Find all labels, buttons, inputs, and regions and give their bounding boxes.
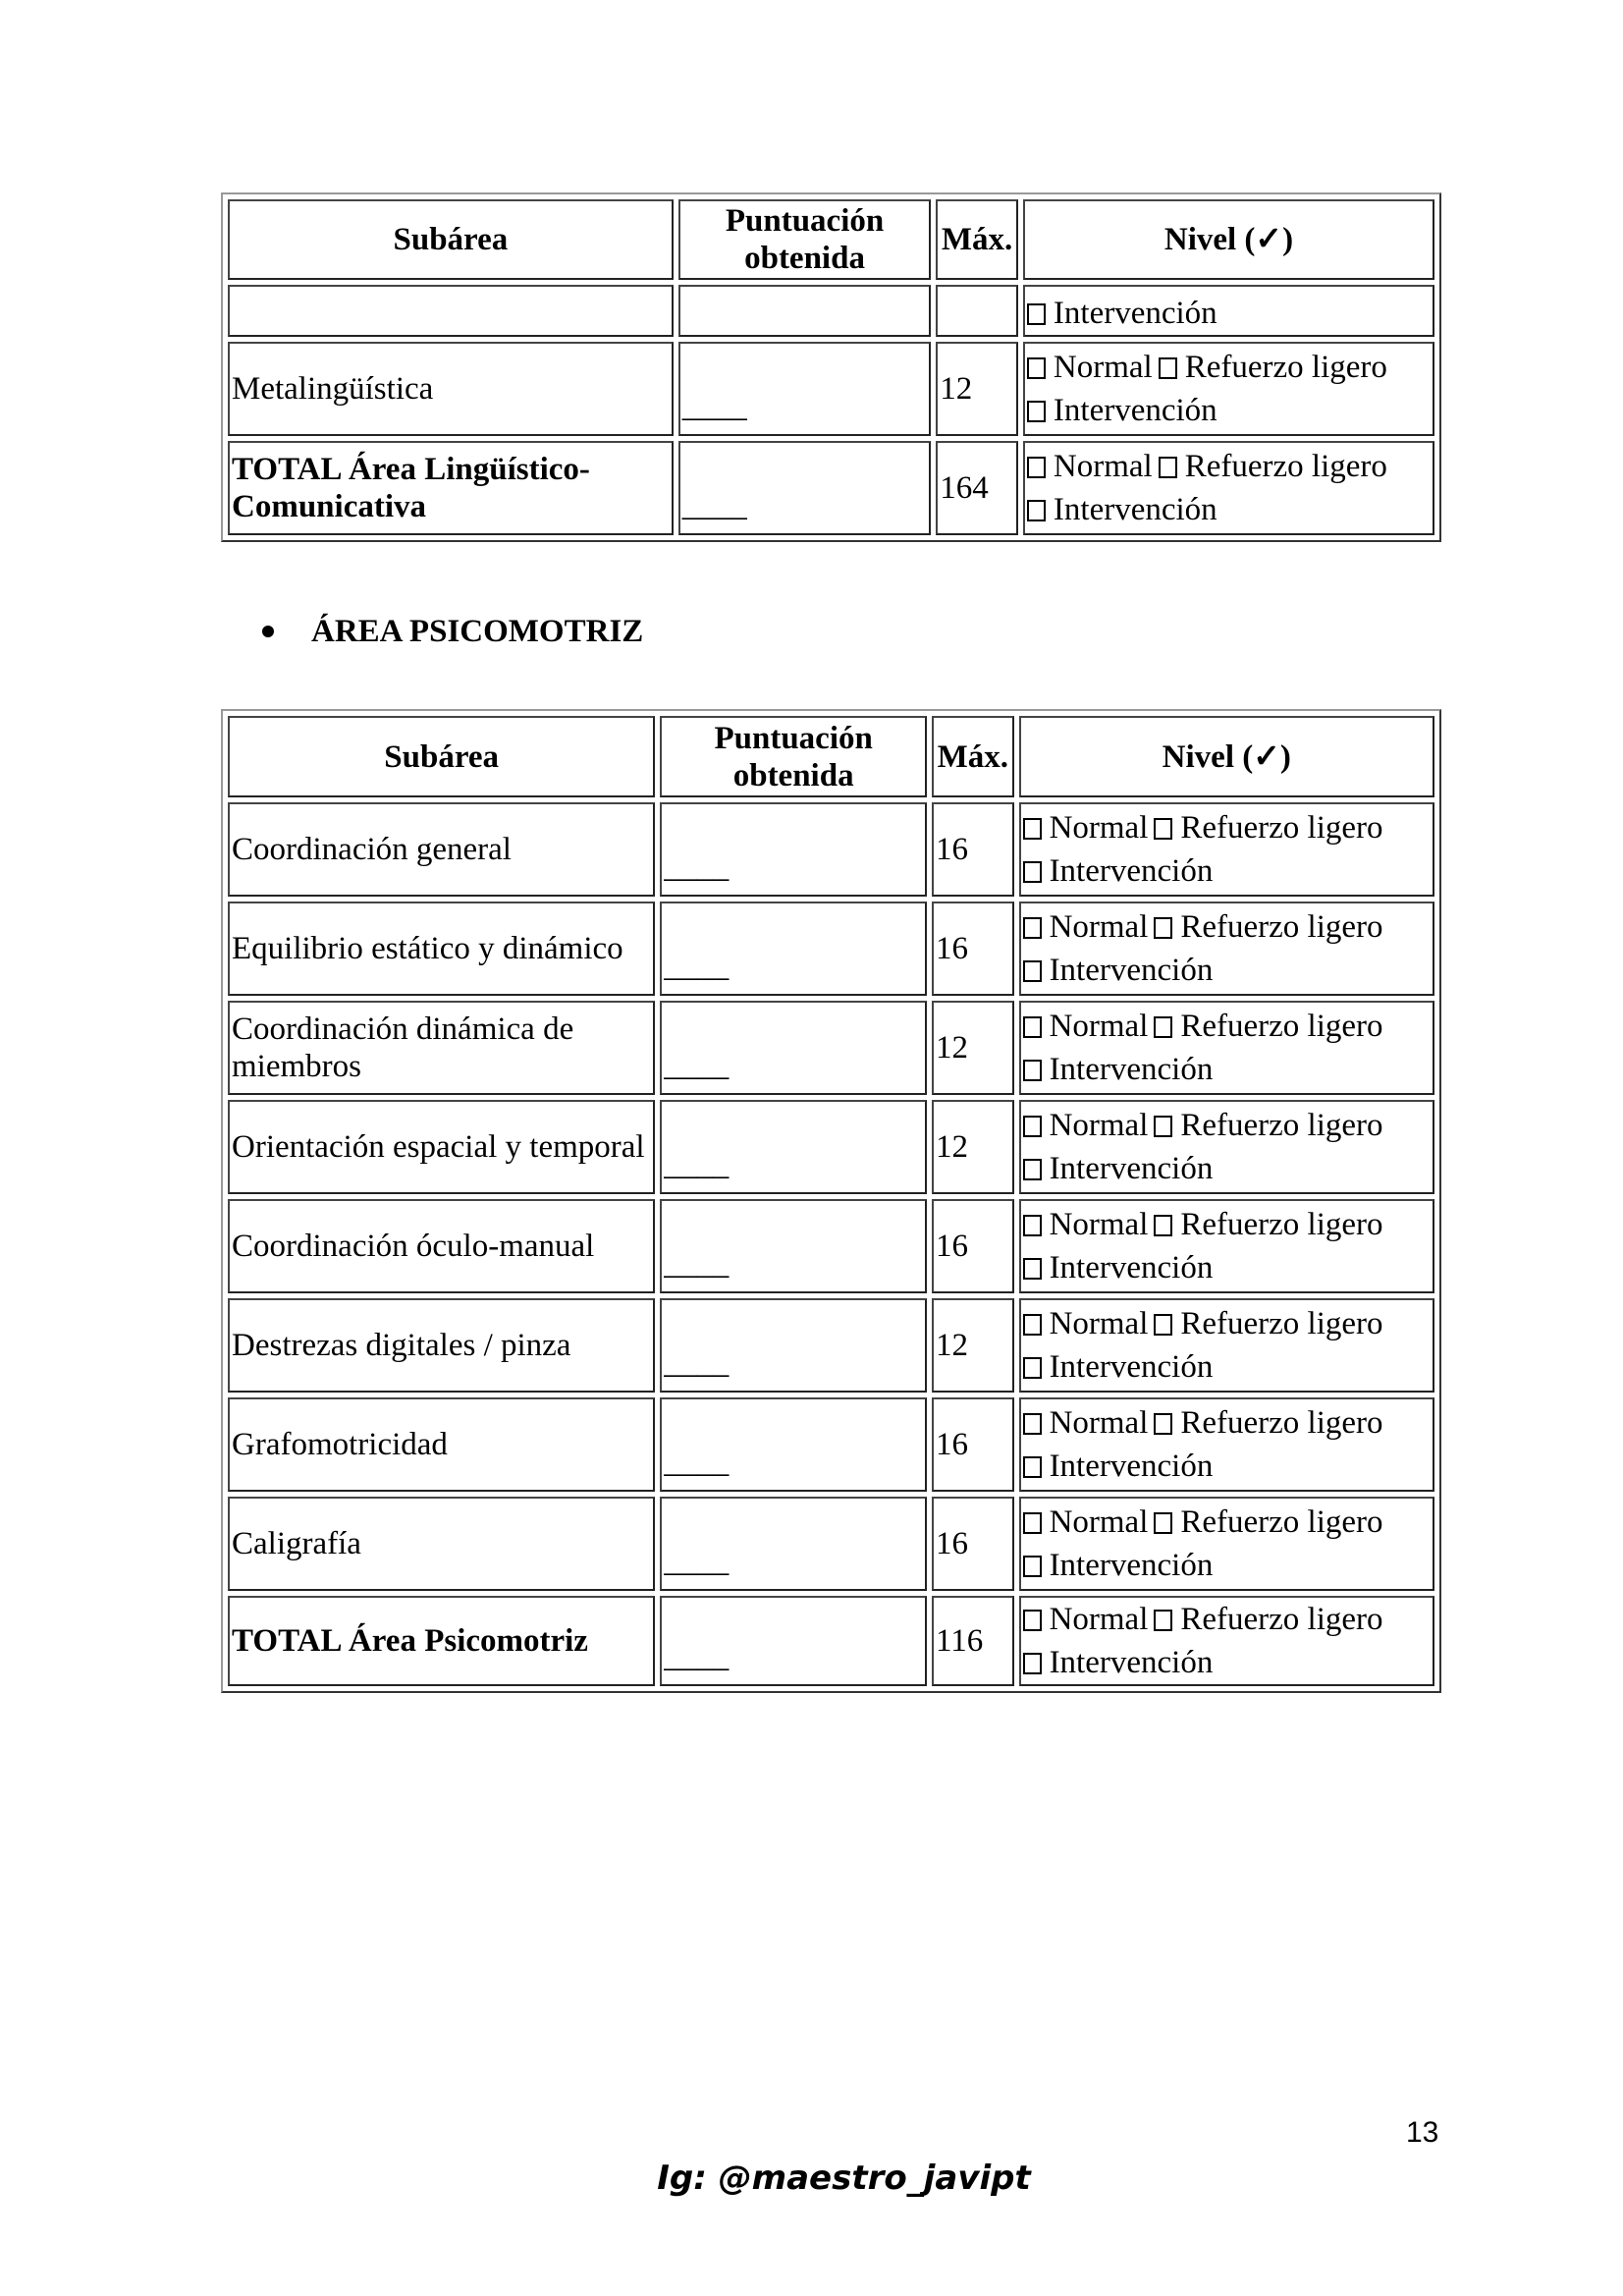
- level-option-refuerzo-ligero[interactable]: [1154, 909, 1382, 945]
- max-score-cell: 12: [932, 1298, 1014, 1393]
- section-title: ÁREA PSICOMOTRIZ: [311, 614, 644, 649]
- checkbox-icon[interactable]: [1154, 917, 1172, 939]
- score-field[interactable]: [660, 1001, 927, 1095]
- level-options-line: [1023, 1246, 1431, 1289]
- table-row: [228, 1397, 1434, 1492]
- bullet-icon: [262, 626, 274, 637]
- score-field[interactable]: [660, 1298, 927, 1393]
- checkbox-icon[interactable]: [1023, 960, 1042, 982]
- subarea-cell: Metalingüística: [228, 342, 674, 436]
- table-row: [228, 1001, 1434, 1095]
- checkbox-icon[interactable]: [1023, 1016, 1042, 1038]
- max-score-cell: 116: [932, 1596, 1014, 1686]
- score-field[interactable]: [660, 1100, 927, 1194]
- score-field[interactable]: [660, 1199, 927, 1293]
- score-field[interactable]: [678, 285, 932, 337]
- header-level: Nivel (✓): [1023, 199, 1434, 280]
- level-option-refuerzo-ligero[interactable]: [1154, 1108, 1382, 1143]
- level-option-intervención[interactable]: [1023, 953, 1214, 988]
- level-option-label: Refuerzo ligero: [1180, 909, 1383, 945]
- checkbox-icon[interactable]: [1023, 1357, 1042, 1379]
- max-score-cell: 16: [932, 1497, 1014, 1591]
- level-option-label: Refuerzo ligero: [1184, 449, 1387, 484]
- level-option-label: Normal: [1053, 449, 1153, 484]
- max-score-cell: 12: [932, 1001, 1014, 1095]
- level-cell: [1023, 342, 1434, 436]
- level-options-line: [1023, 1501, 1431, 1544]
- checkbox-icon[interactable]: [1027, 500, 1046, 521]
- score-field[interactable]: [678, 342, 932, 436]
- level-option-normal[interactable]: [1027, 449, 1153, 484]
- table-row: [228, 902, 1434, 996]
- section-heading-psicomotriz: [262, 607, 643, 656]
- score-field[interactable]: [660, 802, 927, 897]
- subarea-cell: TOTAL Área Psicomotriz: [228, 1596, 655, 1686]
- level-options-line: [1023, 806, 1431, 849]
- checkbox-icon[interactable]: [1154, 1314, 1172, 1336]
- level-option-intervención[interactable]: [1027, 393, 1217, 428]
- checkbox-icon[interactable]: [1027, 457, 1046, 478]
- checkbox-icon[interactable]: [1159, 357, 1177, 379]
- level-options-line: [1023, 849, 1431, 893]
- level-options-line: [1023, 1302, 1431, 1345]
- subarea-cell: Destrezas digitales / pinza: [228, 1298, 655, 1393]
- level-options-line: [1027, 445, 1431, 488]
- level-option-label: Intervención: [1049, 1151, 1214, 1186]
- subarea-cell: Caligrafía: [228, 1497, 655, 1591]
- level-options-line: [1023, 1401, 1431, 1445]
- level-option-intervención[interactable]: [1027, 296, 1217, 331]
- level-option-normal[interactable]: [1023, 1504, 1149, 1540]
- level-option-label: Intervención: [1049, 1052, 1214, 1087]
- level-option-label: Refuerzo ligero: [1180, 810, 1383, 846]
- level-options-line: [1023, 1544, 1431, 1587]
- level-option-label: Intervención: [1049, 1548, 1214, 1583]
- header-subarea: Subárea: [228, 716, 655, 797]
- header-score: Puntuación obtenida: [660, 716, 927, 797]
- checkbox-icon[interactable]: [1154, 1215, 1172, 1236]
- level-option-label: Intervención: [1049, 1645, 1214, 1680]
- checkbox-icon[interactable]: [1023, 1215, 1042, 1236]
- checkbox-icon[interactable]: [1154, 1610, 1172, 1631]
- checkbox-icon[interactable]: [1159, 457, 1177, 478]
- level-option-intervención[interactable]: [1023, 1548, 1214, 1583]
- level-cell: [1019, 1100, 1434, 1194]
- level-option-refuerzo-ligero[interactable]: [1154, 1602, 1382, 1637]
- level-option-label: Normal: [1049, 1602, 1149, 1637]
- table-row: [228, 802, 1434, 897]
- level-option-intervención[interactable]: [1023, 1645, 1214, 1680]
- level-cell: [1019, 1199, 1434, 1293]
- level-option-normal[interactable]: [1023, 810, 1149, 846]
- checkbox-icon[interactable]: [1023, 861, 1042, 883]
- level-option-label: Intervención: [1049, 853, 1214, 889]
- subarea-cell: TOTAL Área Lingüístico-Comunicativa: [228, 441, 674, 535]
- level-option-label: Refuerzo ligero: [1180, 1602, 1383, 1637]
- level-option-normal[interactable]: [1023, 909, 1149, 945]
- level-cell: [1023, 285, 1434, 337]
- level-option-label: Refuerzo ligero: [1180, 1009, 1383, 1044]
- level-options-line: [1023, 1005, 1431, 1048]
- level-cell: [1019, 1497, 1434, 1591]
- level-options-line: [1023, 1104, 1431, 1147]
- subarea-cell: Coordinación óculo-manual: [228, 1199, 655, 1293]
- level-option-refuerzo-ligero[interactable]: [1154, 1306, 1382, 1341]
- level-options-line: [1027, 292, 1431, 335]
- level-option-label: Normal: [1049, 1306, 1149, 1341]
- level-option-label: Normal: [1049, 1504, 1149, 1540]
- level-option-intervención[interactable]: [1027, 492, 1217, 527]
- level-option-label: Normal: [1049, 1108, 1149, 1143]
- checkbox-icon[interactable]: [1154, 1413, 1172, 1435]
- score-blank[interactable]: ____: [664, 1445, 730, 1480]
- psychomotor-table-body: [228, 802, 1434, 1686]
- level-option-intervención[interactable]: [1023, 1151, 1214, 1186]
- level-option-label: Intervención: [1053, 296, 1217, 331]
- level-options-line: [1023, 1641, 1431, 1684]
- level-option-refuerzo-ligero[interactable]: [1154, 1207, 1382, 1242]
- level-cell: [1019, 1397, 1434, 1492]
- level-option-label: Refuerzo ligero: [1180, 1504, 1383, 1540]
- subarea-cell: [228, 285, 674, 337]
- checkbox-icon[interactable]: [1154, 1116, 1172, 1137]
- score-blank[interactable]: ____: [664, 1639, 730, 1674]
- level-option-normal[interactable]: [1027, 350, 1153, 385]
- header-level: Nivel (✓): [1019, 716, 1434, 797]
- level-options-line: [1023, 1203, 1431, 1246]
- level-option-label: Normal: [1053, 350, 1153, 385]
- header-max: Máx.: [932, 716, 1014, 797]
- level-option-normal[interactable]: [1023, 1108, 1149, 1143]
- score-blank[interactable]: ____: [681, 488, 747, 523]
- score-field[interactable]: [678, 441, 932, 535]
- level-option-label: Intervención: [1053, 492, 1217, 527]
- level-options-line: [1023, 949, 1431, 992]
- level-option-label: Refuerzo ligero: [1180, 1207, 1383, 1242]
- checkbox-icon[interactable]: [1023, 1258, 1042, 1280]
- level-options-line: [1023, 1048, 1431, 1091]
- level-option-label: Intervención: [1053, 393, 1217, 428]
- level-option-refuerzo-ligero[interactable]: [1154, 1405, 1382, 1441]
- max-score-cell: 16: [932, 902, 1014, 996]
- checkbox-icon[interactable]: [1027, 401, 1046, 422]
- max-score-cell: 12: [932, 1100, 1014, 1194]
- level-cell: [1019, 1298, 1434, 1393]
- level-options-line: [1027, 488, 1431, 531]
- level-option-label: Normal: [1049, 810, 1149, 846]
- max-score-cell: 164: [936, 441, 1018, 535]
- level-option-label: Normal: [1049, 1009, 1149, 1044]
- level-option-refuerzo-ligero[interactable]: [1154, 810, 1382, 846]
- level-option-label: Normal: [1049, 909, 1149, 945]
- level-options-line: [1023, 905, 1431, 949]
- level-option-label: Intervención: [1049, 1250, 1214, 1285]
- table-row: [228, 285, 1434, 337]
- level-option-intervención[interactable]: [1023, 853, 1214, 889]
- checkbox-icon[interactable]: [1023, 1413, 1042, 1435]
- max-score-cell: 12: [936, 342, 1018, 436]
- level-option-intervención[interactable]: [1023, 1449, 1214, 1484]
- score-blank[interactable]: ____: [664, 849, 730, 885]
- max-score-cell: 16: [932, 802, 1014, 897]
- table-row: [228, 441, 1434, 535]
- score-blank[interactable]: ____: [664, 1048, 730, 1083]
- level-option-normal[interactable]: [1023, 1207, 1149, 1242]
- level-option-normal[interactable]: [1023, 1602, 1149, 1637]
- score-field[interactable]: [660, 1596, 927, 1686]
- checkbox-icon[interactable]: [1023, 917, 1042, 939]
- score-field[interactable]: [660, 902, 927, 996]
- subarea-cell: Orientación espacial y temporal: [228, 1100, 655, 1194]
- checkbox-icon[interactable]: [1023, 1116, 1042, 1137]
- checkbox-icon[interactable]: [1154, 818, 1172, 840]
- level-option-label: Refuerzo ligero: [1180, 1108, 1383, 1143]
- level-option-refuerzo-ligero[interactable]: [1154, 1009, 1382, 1044]
- level-option-intervención[interactable]: [1023, 1250, 1214, 1285]
- level-cell: [1023, 441, 1434, 535]
- level-option-intervención[interactable]: [1023, 1349, 1214, 1385]
- checkbox-icon[interactable]: [1023, 1456, 1042, 1478]
- table-row: [228, 342, 1434, 436]
- checkbox-icon[interactable]: [1023, 1512, 1042, 1534]
- checkbox-icon[interactable]: [1027, 357, 1046, 379]
- psychomotor-area-table: [221, 709, 1441, 1693]
- table-row: [228, 1596, 1434, 1686]
- checkbox-icon[interactable]: [1023, 1159, 1042, 1180]
- level-cell: [1019, 1596, 1434, 1686]
- checkbox-icon[interactable]: [1154, 1016, 1172, 1038]
- checkbox-icon[interactable]: [1023, 1314, 1042, 1336]
- level-options-line: [1027, 389, 1431, 432]
- level-option-label: Intervención: [1049, 953, 1214, 988]
- max-score-cell: 16: [932, 1397, 1014, 1492]
- level-option-label: Refuerzo ligero: [1180, 1405, 1383, 1441]
- level-options-line: [1023, 1445, 1431, 1488]
- score-blank[interactable]: ____: [664, 1345, 730, 1381]
- checkbox-icon[interactable]: [1023, 1060, 1042, 1081]
- level-option-label: Intervención: [1049, 1349, 1214, 1385]
- level-option-refuerzo-ligero[interactable]: [1159, 449, 1387, 484]
- header-subarea: Subárea: [228, 199, 674, 280]
- level-option-normal[interactable]: [1023, 1009, 1149, 1044]
- score-field[interactable]: [660, 1397, 927, 1492]
- level-option-normal[interactable]: [1023, 1306, 1149, 1341]
- level-options-line: [1023, 1345, 1431, 1389]
- score-blank[interactable]: ____: [664, 1246, 730, 1282]
- checkbox-icon[interactable]: [1023, 1556, 1042, 1577]
- level-option-normal[interactable]: [1023, 1405, 1149, 1441]
- max-score-cell: [936, 285, 1018, 337]
- subarea-cell: Equilibrio estático y dinámico: [228, 902, 655, 996]
- level-option-label: Normal: [1049, 1405, 1149, 1441]
- subarea-cell: Coordinación general: [228, 802, 655, 897]
- level-option-label: Normal: [1049, 1207, 1149, 1242]
- score-blank[interactable]: ____: [664, 1544, 730, 1579]
- level-option-intervención[interactable]: [1023, 1052, 1214, 1087]
- level-option-label: Refuerzo ligero: [1180, 1306, 1383, 1341]
- table-row: [228, 1497, 1434, 1591]
- checkbox-icon[interactable]: [1023, 1653, 1042, 1674]
- subarea-cell: Grafomotricidad: [228, 1397, 655, 1492]
- score-blank[interactable]: ____: [681, 389, 747, 424]
- max-score-cell: 16: [932, 1199, 1014, 1293]
- checkbox-icon[interactable]: [1154, 1512, 1172, 1534]
- checkbox-icon[interactable]: [1023, 1610, 1042, 1631]
- level-cell: [1019, 1001, 1434, 1095]
- checkbox-icon[interactable]: [1023, 818, 1042, 840]
- checkbox-icon[interactable]: [1027, 303, 1046, 325]
- level-option-refuerzo-ligero[interactable]: [1159, 350, 1387, 385]
- linguistic-table-body: [228, 285, 1434, 535]
- level-option-refuerzo-ligero[interactable]: [1154, 1504, 1382, 1540]
- footer-credit: Ig: @maestro_javipt: [657, 2159, 1031, 2198]
- header-score: Puntuación obtenida: [678, 199, 932, 280]
- linguistic-area-table: [221, 192, 1441, 542]
- level-options-line: [1023, 1147, 1431, 1190]
- table-row: [228, 1100, 1434, 1194]
- page-number: 13: [1406, 2116, 1439, 2149]
- level-options-line: [1027, 346, 1431, 389]
- level-cell: [1019, 802, 1434, 897]
- level-option-label: Refuerzo ligero: [1184, 350, 1387, 385]
- table-row: [228, 1298, 1434, 1393]
- level-option-label: Intervención: [1049, 1449, 1214, 1484]
- level-cell: [1019, 902, 1434, 996]
- score-field[interactable]: [660, 1497, 927, 1591]
- score-blank[interactable]: ____: [664, 949, 730, 984]
- level-options-line: [1023, 1598, 1431, 1641]
- score-blank[interactable]: ____: [664, 1147, 730, 1182]
- header-max: Máx.: [936, 199, 1018, 280]
- table-row: [228, 1199, 1434, 1293]
- subarea-cell: Coordinación dinámica de miembros: [228, 1001, 655, 1095]
